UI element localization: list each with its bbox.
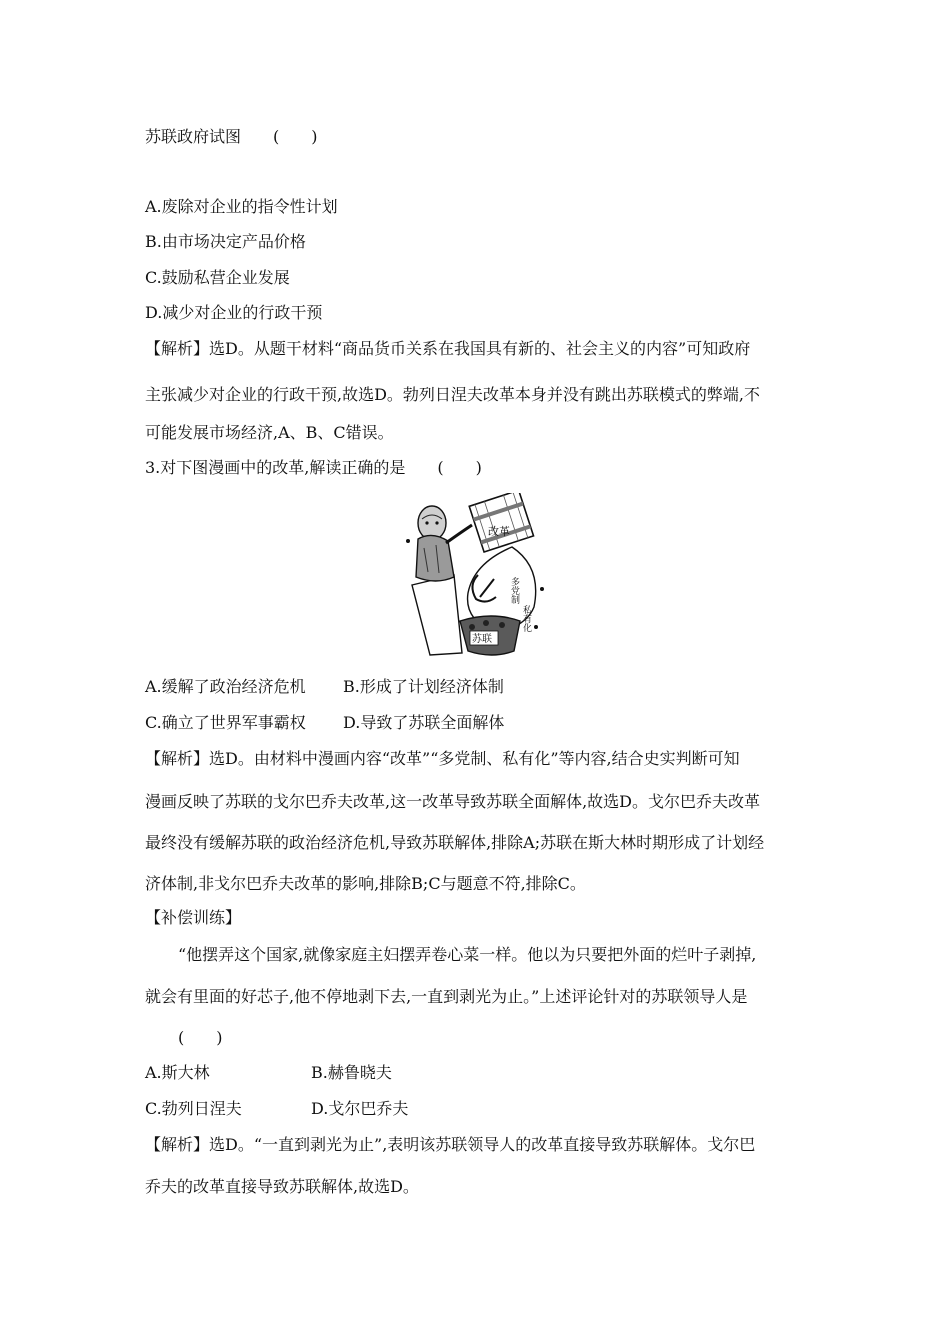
supplement-option-a: A.斯大林	[145, 1063, 210, 1082]
bucket-label: 改革	[488, 525, 510, 538]
q3-option-c: C.确立了世界军事霸权	[145, 713, 306, 732]
leader-eye	[435, 521, 438, 524]
leader-arm	[446, 525, 472, 543]
q3-analysis-line: 最终没有缓解苏联的政治经济危机,导致苏联解体,排除A;苏联在斯大林时期形成了计划经	[145, 833, 765, 852]
pot-dot	[483, 620, 489, 626]
stream-label-privatization: 私有化	[521, 605, 531, 632]
q3-analysis-line: 【解析】选D。由材料中漫画内容“改革”“多党制、私有化”等内容,结合史实判断可知	[145, 749, 740, 768]
pot-dot	[469, 624, 475, 630]
q2-analysis-line: 【解析】选D。从题干材料“商品货币关系在我国具有新的、社会主义的内容”可知政府	[145, 339, 751, 358]
supplement-analysis-line: 【解析】选D。“一直到剥光为止”,表明该苏联领导人的改革直接导致苏联解体。戈尔巴	[145, 1135, 756, 1154]
q2-option-a: A.废除对企业的指令性计划	[145, 197, 338, 216]
supplement-option-b: B.赫鲁晓夫	[311, 1063, 392, 1082]
supplement-option-d: D.戈尔巴乔夫	[311, 1099, 409, 1118]
splash-drop	[406, 539, 410, 543]
supplement-stem-line: “他摆弄这个国家,就像家庭主妇摆弄卷心菜一样。他以为只要把外面的烂叶子剥掉,	[178, 945, 757, 964]
leader-eye	[425, 521, 428, 524]
reform-bucket	[469, 493, 533, 552]
q2-analysis-line: 主张减少对企业的行政干预,故选D。勃列日涅夫改革本身并没有跳出苏联模式的弊端,不	[145, 385, 761, 404]
splash-drop	[534, 625, 538, 629]
q2-stem: 苏联政府试图 ( )	[145, 127, 318, 146]
pedestal-shape	[412, 575, 462, 655]
q2-analysis-line: 可能发展市场经济,A、B、C错误。	[145, 423, 394, 442]
stream-label-multiparty: 多党制	[509, 577, 519, 604]
supplement-stem-answer-slot: ( )	[178, 1028, 223, 1047]
supplement-stem-line: 就会有里面的好芯子,他不停地剥下去,一直到剥光为止。”上述评论针对的苏联领导人是	[145, 987, 748, 1006]
supplement-option-c: C.勃列日涅夫	[145, 1099, 242, 1118]
q2-option-b: B.由市场决定产品价格	[145, 232, 306, 251]
q3-option-b: B.形成了计划经济体制	[343, 677, 504, 696]
pot-label: 苏联	[472, 634, 492, 645]
q2-option-c: C.鼓励私营企业发展	[145, 268, 290, 287]
pot-dot	[499, 622, 505, 628]
splash-drop	[540, 587, 544, 591]
q2-option-d: D.减少对企业的行政干预	[145, 303, 323, 322]
supplement-analysis-line: 乔夫的改革直接导致苏联解体,故选D。	[145, 1177, 419, 1196]
q3-option-d: D.导致了苏联全面解体	[343, 713, 505, 732]
q3-stem: 3.对下图漫画中的改革,解读正确的是 ( )	[145, 458, 482, 477]
q3-option-a: A.缓解了政治经济危机	[145, 677, 306, 696]
supplement-heading: 【补偿训练】	[145, 908, 242, 927]
reform-cartoon-illustration	[402, 493, 550, 659]
q3-analysis-line: 济体制,非戈尔巴乔夫改革的影响,排除B;C与题意不符,排除C。	[145, 874, 586, 893]
q3-analysis-line: 漫画反映了苏联的戈尔巴乔夫改革,这一改革导致苏联全面解体,故选D。戈尔巴乔夫改革	[145, 792, 761, 811]
